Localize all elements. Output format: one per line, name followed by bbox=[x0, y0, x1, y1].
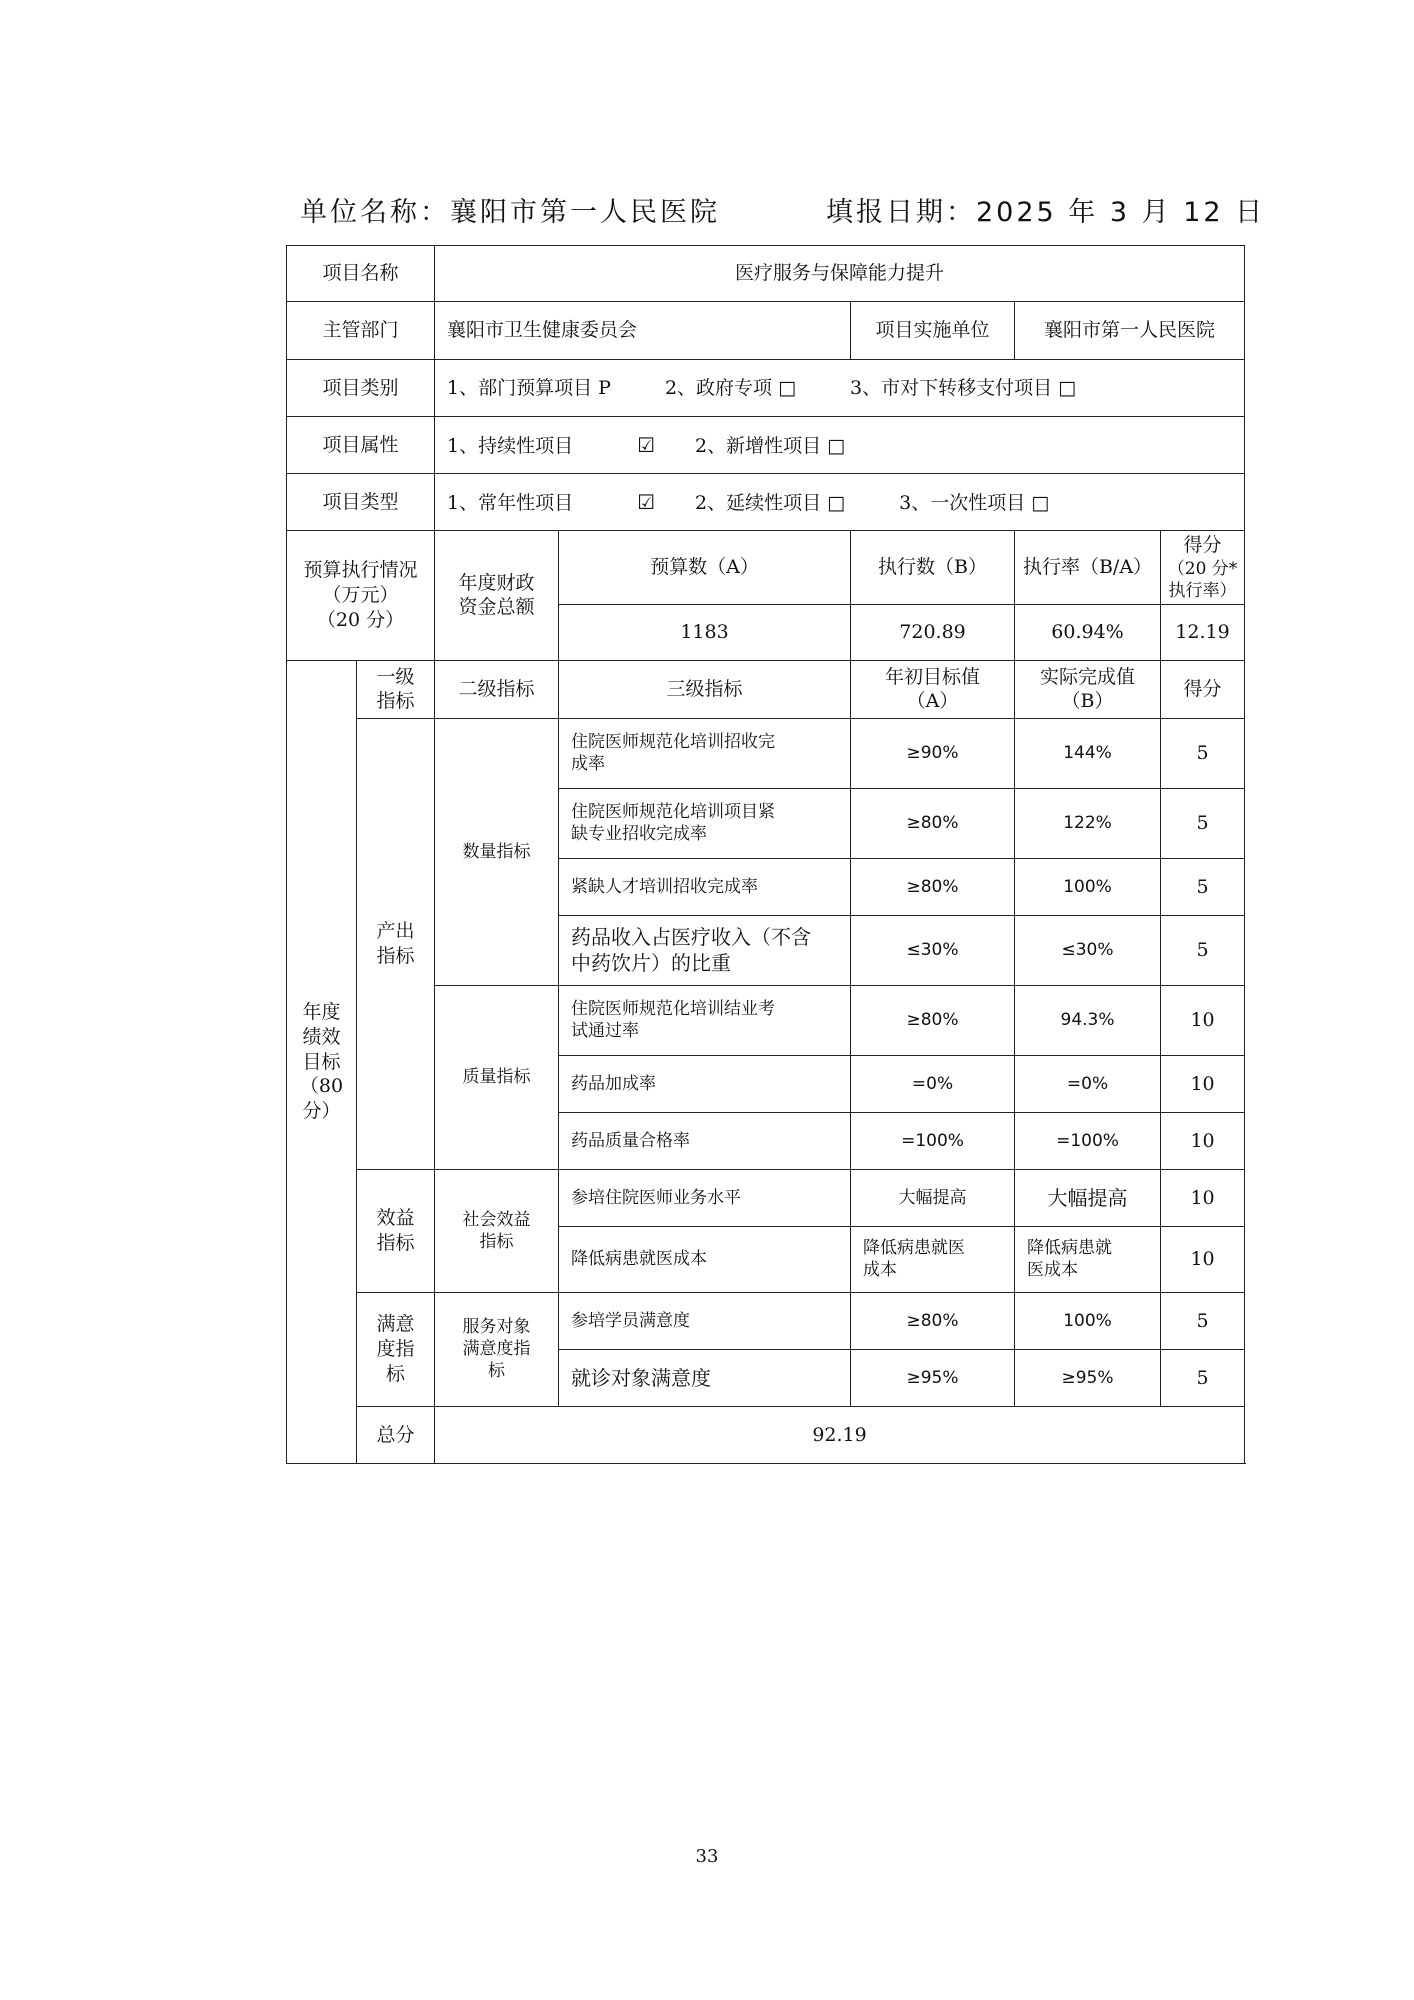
head-actual-line: （B） bbox=[1061, 690, 1114, 713]
target-value: 大幅提高 bbox=[851, 1169, 1015, 1226]
group-service-line: 满意度指 bbox=[462, 1339, 531, 1360]
group-benefit-line: 指标 bbox=[376, 1231, 415, 1254]
group-social-line: 指标 bbox=[479, 1231, 514, 1252]
actual-value bbox=[1015, 1226, 1161, 1292]
group-service-line: 服务对象 bbox=[462, 1317, 531, 1338]
total-value: 92.19 bbox=[435, 1406, 1245, 1463]
score-value: 5 bbox=[1161, 718, 1245, 788]
indicator-line: 缺专业招收完成率 bbox=[571, 824, 708, 845]
indicator-l3 bbox=[559, 985, 851, 1055]
score-value: 10 bbox=[1161, 1055, 1245, 1112]
indicator-l3 bbox=[559, 718, 851, 788]
group-service bbox=[435, 1292, 559, 1406]
type-label: 项目类型 bbox=[287, 474, 435, 531]
group-output bbox=[357, 718, 435, 1169]
page-number: 33 bbox=[695, 1846, 719, 1867]
perf-label-line: 分） bbox=[302, 1099, 341, 1122]
actual-value: 122% bbox=[1015, 788, 1161, 858]
target-value: ≤30% bbox=[851, 915, 1015, 985]
exec-rate-value: 60.94% bbox=[1015, 604, 1161, 660]
attribute-options bbox=[435, 417, 1245, 474]
indicator-l3: 药品加成率 bbox=[559, 1055, 851, 1112]
impl-value: 襄阳市第一人民医院 bbox=[1015, 302, 1245, 360]
perf-label-line: （80 bbox=[299, 1075, 344, 1098]
group-satisfaction-line: 满意 bbox=[376, 1313, 415, 1336]
head-level3: 三级指标 bbox=[559, 660, 851, 718]
total-label: 总分 bbox=[357, 1406, 435, 1463]
target-value: ≥90% bbox=[851, 718, 1015, 788]
row-category bbox=[287, 360, 1245, 417]
head-actual bbox=[1015, 660, 1161, 718]
type-option: 2、延续性项目 □ bbox=[695, 491, 846, 514]
unit-name: 单位名称：襄阳市第一人民医院 bbox=[300, 197, 720, 228]
group-output-line: 产出 bbox=[376, 920, 415, 943]
budget-label-line: （万元） bbox=[322, 584, 399, 607]
table-row bbox=[287, 718, 1245, 788]
indicator-line: 住院医师规范化培训结业考 bbox=[571, 999, 776, 1020]
dept-label: 主管部门 bbox=[287, 302, 435, 360]
table-row bbox=[287, 1292, 1245, 1349]
score-value: 5 bbox=[1161, 915, 1245, 985]
score-value: 10 bbox=[1161, 985, 1245, 1055]
group-service-line: 标 bbox=[488, 1361, 506, 1382]
col-exec-rate: 执行率（B/A） bbox=[1015, 531, 1161, 605]
table-row bbox=[287, 1169, 1245, 1226]
indicator-l3: 药品质量合格率 bbox=[559, 1112, 851, 1169]
type-option: 1、常年性项目 bbox=[447, 491, 574, 514]
perf-label-line: 绩效 bbox=[302, 1025, 341, 1048]
fund-label-line: 资金总额 bbox=[458, 596, 535, 619]
head-level1 bbox=[357, 660, 435, 718]
group-output-line: 指标 bbox=[376, 944, 415, 967]
project-name-label: 项目名称 bbox=[287, 246, 435, 302]
score-value: 10 bbox=[1161, 1226, 1245, 1292]
score-value: 5 bbox=[1161, 788, 1245, 858]
indicator-l3: 参培学员满意度 bbox=[559, 1292, 851, 1349]
head-target-line: （A） bbox=[906, 690, 959, 713]
report-date: 填报日期：2025 年 3 月 12 日 bbox=[826, 197, 1266, 228]
category-options bbox=[435, 360, 1245, 417]
indicator-line: 住院医师规范化培训招收完 bbox=[571, 732, 776, 753]
indicator-line: 试通过率 bbox=[571, 1021, 640, 1042]
row-budget-head bbox=[287, 531, 1245, 605]
checked-box-icon: ☑ bbox=[637, 489, 656, 514]
budget-score-head-line: 得分 bbox=[1183, 534, 1222, 556]
indicator-l3 bbox=[559, 915, 851, 985]
head-level1-line: 指标 bbox=[376, 690, 415, 713]
category-label: 项目类别 bbox=[287, 360, 435, 417]
actual-line: 医成本 bbox=[1027, 1260, 1079, 1281]
score-value: 10 bbox=[1161, 1169, 1245, 1226]
actual-value: 144% bbox=[1015, 718, 1161, 788]
budget-label-line: 预算执行情况 bbox=[303, 559, 418, 582]
target-value: ≥95% bbox=[851, 1349, 1015, 1406]
target-value: ≥80% bbox=[851, 985, 1015, 1055]
performance-table bbox=[286, 245, 1245, 1464]
fund-label bbox=[435, 531, 559, 661]
indicator-line: 成率 bbox=[571, 754, 606, 775]
target-line: 成本 bbox=[863, 1260, 898, 1281]
row-attribute bbox=[287, 417, 1245, 474]
exec-b-value: 720.89 bbox=[851, 604, 1015, 660]
budget-a-value: 1183 bbox=[559, 604, 851, 660]
target-value: =100% bbox=[851, 1112, 1015, 1169]
target-value: =0% bbox=[851, 1055, 1015, 1112]
head-actual-line: 实际完成值 bbox=[1040, 665, 1136, 688]
row-project-name bbox=[287, 246, 1245, 302]
row-department bbox=[287, 302, 1245, 360]
budget-score-head-line: （20 分*执行率） bbox=[1167, 558, 1238, 601]
group-benefit bbox=[357, 1169, 435, 1292]
target-value: ≥80% bbox=[851, 1292, 1015, 1349]
group-benefit-line: 效益 bbox=[376, 1207, 415, 1230]
indicator-l3 bbox=[559, 788, 851, 858]
dept-value: 襄阳市卫生健康委员会 bbox=[435, 302, 851, 360]
group-social bbox=[435, 1169, 559, 1292]
attribute-option: 1、持续性项目 bbox=[447, 434, 574, 457]
score-value: 5 bbox=[1161, 1349, 1245, 1406]
budget-score-value: 12.19 bbox=[1161, 604, 1245, 660]
indicator-l3: 紧缺人才培训招收完成率 bbox=[559, 858, 851, 915]
indicator-line: 药品收入占医疗收入（不含 bbox=[571, 925, 812, 950]
type-options bbox=[435, 474, 1245, 531]
col-budget-score bbox=[1161, 531, 1245, 605]
actual-value: 100% bbox=[1015, 858, 1161, 915]
group-satisfaction-line: 标 bbox=[386, 1362, 406, 1385]
group-satisfaction-line: 度指 bbox=[376, 1338, 415, 1361]
head-level2: 二级指标 bbox=[435, 660, 559, 718]
head-target bbox=[851, 660, 1015, 718]
perf-label-line: 目标 bbox=[302, 1050, 341, 1073]
actual-value: 94.3% bbox=[1015, 985, 1161, 1055]
document-header bbox=[300, 190, 1266, 230]
attribute-option: 2、新增性项目 □ bbox=[695, 434, 846, 457]
score-value: 5 bbox=[1161, 1292, 1245, 1349]
score-value: 10 bbox=[1161, 1112, 1245, 1169]
target-value: ≥80% bbox=[851, 858, 1015, 915]
head-score: 得分 bbox=[1161, 660, 1245, 718]
col-budget-a: 预算数（A） bbox=[559, 531, 851, 605]
fund-label-line: 年度财政 bbox=[458, 571, 535, 594]
actual-value: 100% bbox=[1015, 1292, 1161, 1349]
score-value: 5 bbox=[1161, 858, 1245, 915]
indicator-l3: 降低病患就医成本 bbox=[559, 1226, 851, 1292]
head-level1-line: 一级 bbox=[376, 665, 415, 688]
actual-value: ≥95% bbox=[1015, 1349, 1161, 1406]
actual-value: ≤30% bbox=[1015, 915, 1161, 985]
indicator-line: 住院医师规范化培训项目紧 bbox=[571, 802, 776, 823]
indicator-l3: 参培住院医师业务水平 bbox=[559, 1169, 851, 1226]
col-exec-b: 执行数（B） bbox=[851, 531, 1015, 605]
group-quality: 质量指标 bbox=[435, 985, 559, 1169]
target-line: 降低病患就医 bbox=[863, 1238, 966, 1259]
budget-label bbox=[287, 531, 435, 661]
category-option: 2、政府专项 □ bbox=[664, 376, 797, 399]
category-option: 3、市对下转移支付项目 □ bbox=[850, 376, 1077, 399]
attribute-label: 项目属性 bbox=[287, 417, 435, 474]
project-name: 医疗服务与保障能力提升 bbox=[435, 246, 1245, 302]
impl-label: 项目实施单位 bbox=[851, 302, 1015, 360]
actual-value: =100% bbox=[1015, 1112, 1161, 1169]
actual-line: 降低病患就 bbox=[1027, 1238, 1113, 1259]
budget-label-line: （20 分） bbox=[316, 608, 405, 631]
target-value bbox=[851, 1226, 1015, 1292]
head-target-line: 年初目标值 bbox=[885, 665, 981, 688]
perf-label-line: 年度 bbox=[302, 1001, 341, 1024]
group-quantity: 数量指标 bbox=[435, 718, 559, 985]
checked-box-icon: ☑ bbox=[637, 432, 656, 457]
category-option: 1、部门预算项目 P bbox=[447, 376, 611, 399]
type-option: 3、一次性项目 □ bbox=[899, 491, 1050, 514]
perf-label bbox=[287, 660, 357, 1463]
row-total bbox=[287, 1406, 1245, 1463]
row-type bbox=[287, 474, 1245, 531]
indicator-l3: 就诊对象满意度 bbox=[559, 1349, 851, 1406]
target-value: ≥80% bbox=[851, 788, 1015, 858]
indicator-line: 中药饮片）的比重 bbox=[571, 951, 732, 976]
actual-value: =0% bbox=[1015, 1055, 1161, 1112]
row-perf-head bbox=[287, 660, 1245, 718]
group-satisfaction bbox=[357, 1292, 435, 1406]
group-social-line: 社会效益 bbox=[462, 1209, 531, 1230]
actual-value: 大幅提高 bbox=[1015, 1169, 1161, 1226]
